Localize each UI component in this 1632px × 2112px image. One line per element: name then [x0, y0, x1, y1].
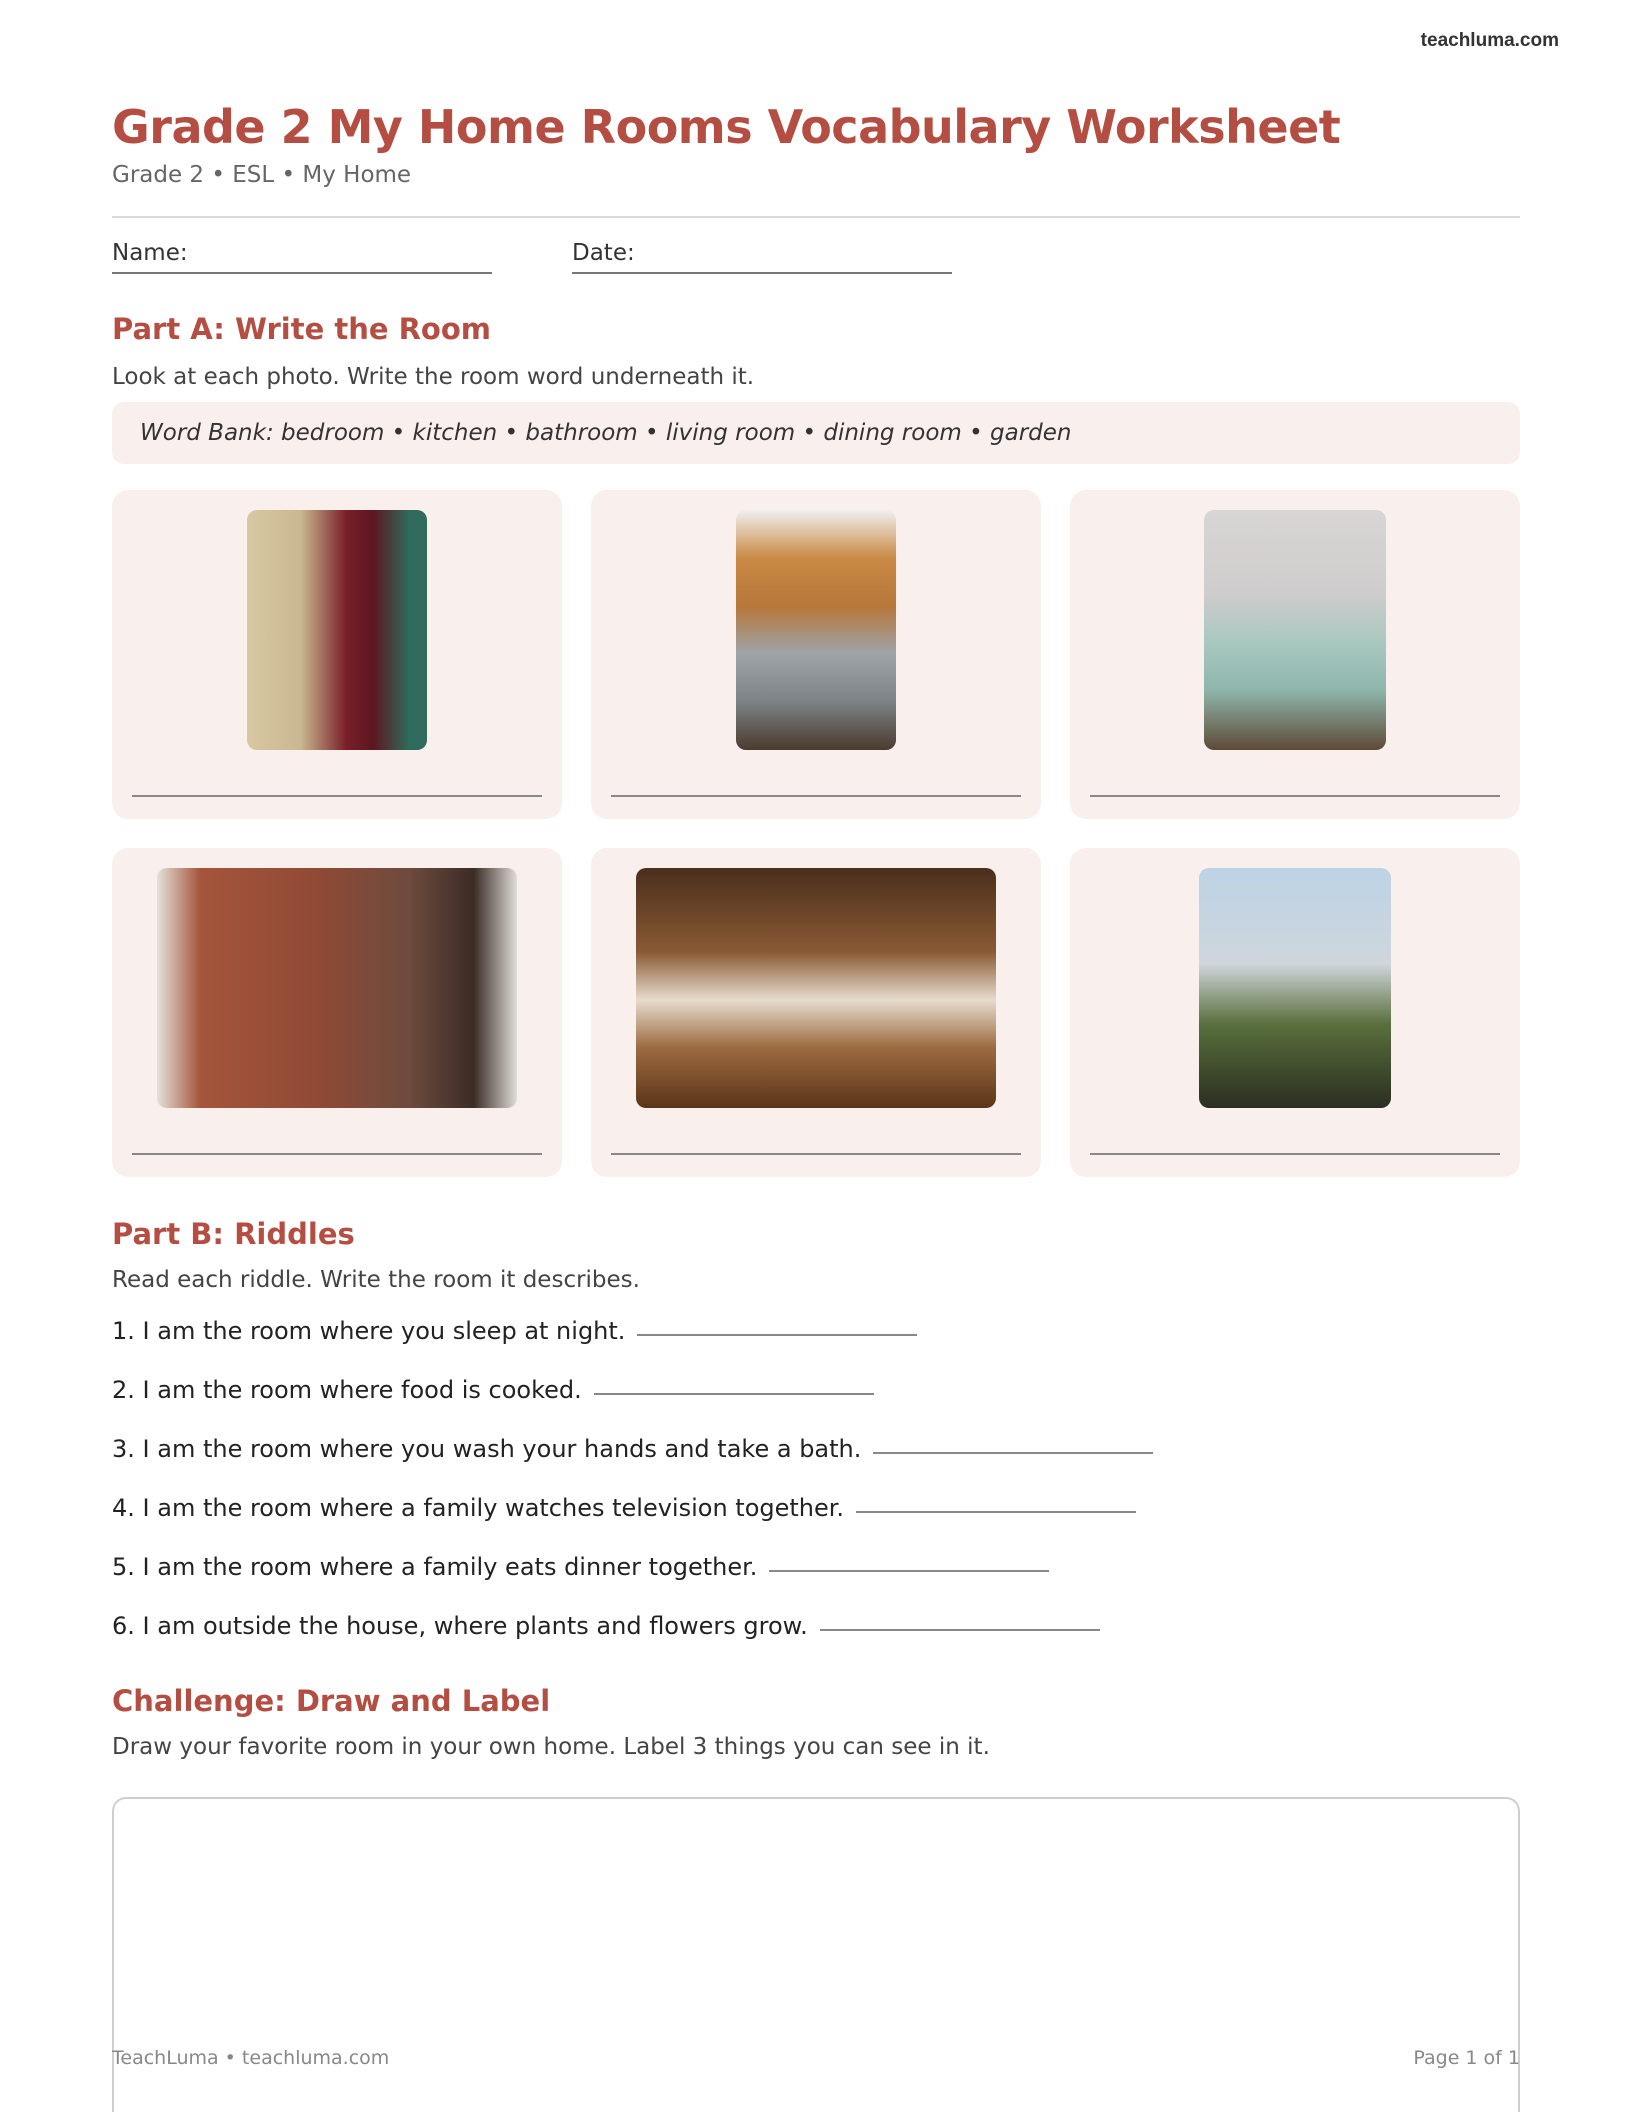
- living-room-photo: [157, 868, 517, 1108]
- answer-line[interactable]: [132, 1153, 542, 1155]
- riddle-text: 1. I am the room where you sleep at night.: [112, 1317, 626, 1345]
- photo-grid: [112, 490, 1520, 1177]
- answer-line[interactable]: [132, 795, 542, 797]
- answer-line[interactable]: [611, 1153, 1021, 1155]
- riddle-item: [112, 1301, 1520, 1345]
- riddle-item: [112, 1345, 1520, 1404]
- site-tag: teachluma.com: [1420, 30, 1559, 51]
- riddle-item: [112, 1581, 1520, 1640]
- student-fields: [112, 240, 1520, 274]
- riddle-item: [112, 1522, 1520, 1581]
- page-title: Grade 2 My Home Rooms Vocabulary Worksheet: [112, 100, 1341, 154]
- worksheet-content: [112, 96, 1520, 1760]
- riddle-item: [112, 1463, 1520, 1522]
- challenge-instruction: Draw your favorite room in your own home. Label 3 things you can see in it.: [112, 1734, 990, 1760]
- name-field[interactable]: Name:: [112, 240, 492, 274]
- riddle-answer-line[interactable]: [873, 1452, 1153, 1454]
- riddle-list: [112, 1301, 1520, 1640]
- garden-photo: [1199, 868, 1391, 1108]
- answer-line[interactable]: [1090, 1153, 1500, 1155]
- part-b-instruction: Read each riddle. Write the room it describes.: [112, 1267, 640, 1293]
- photo-card: [1070, 848, 1520, 1177]
- riddle-answer-line[interactable]: [820, 1629, 1100, 1631]
- riddle-text: 3. I am the room where you wash your hands and take a bath.: [112, 1435, 862, 1463]
- riddle-text: 6. I am outside the house, where plants and flowers grow.: [112, 1612, 808, 1640]
- riddle-answer-line[interactable]: [637, 1334, 917, 1336]
- riddle-text: 4. I am the room where a family watches television together.: [112, 1494, 845, 1522]
- footer-brand: TeachLuma • teachluma.com: [112, 2047, 390, 2069]
- dining-room-photo: [636, 868, 996, 1108]
- date-field[interactable]: Date:: [572, 240, 952, 274]
- photo-card: [112, 490, 562, 819]
- challenge-heading: Challenge: Draw and Label: [112, 1684, 551, 1718]
- part-a-instruction: Look at each photo. Write the room word underneath it.: [112, 364, 755, 390]
- riddle-text: 2. I am the room where food is cooked.: [112, 1376, 582, 1404]
- bathroom-photo: [1204, 510, 1386, 750]
- riddle-item: [112, 1404, 1520, 1463]
- part-b-heading: Part B: Riddles: [112, 1217, 355, 1251]
- answer-line[interactable]: [1090, 795, 1500, 797]
- riddle-answer-line[interactable]: [856, 1511, 1136, 1513]
- page-subtitle: Grade 2 • ESL • My Home: [112, 162, 412, 188]
- word-bank: Word Bank: bedroom • kitchen • bathroom • living room • dining room • garden: [112, 402, 1520, 464]
- page-number: Page 1 of 1: [1413, 2047, 1520, 2069]
- photo-card: [1070, 490, 1520, 819]
- photo-card: [112, 848, 562, 1177]
- kitchen-photo: [736, 510, 896, 750]
- photo-card: [591, 490, 1041, 819]
- part-a-heading: Part A: Write the Room: [112, 312, 491, 346]
- answer-line[interactable]: [611, 795, 1021, 797]
- riddle-answer-line[interactable]: [594, 1393, 874, 1395]
- riddle-text: 5. I am the room where a family eats dinner together.: [112, 1553, 758, 1581]
- riddle-answer-line[interactable]: [769, 1570, 1049, 1572]
- photo-card: [591, 848, 1041, 1177]
- bedroom-photo: [247, 510, 427, 750]
- header-divider: [112, 216, 1520, 218]
